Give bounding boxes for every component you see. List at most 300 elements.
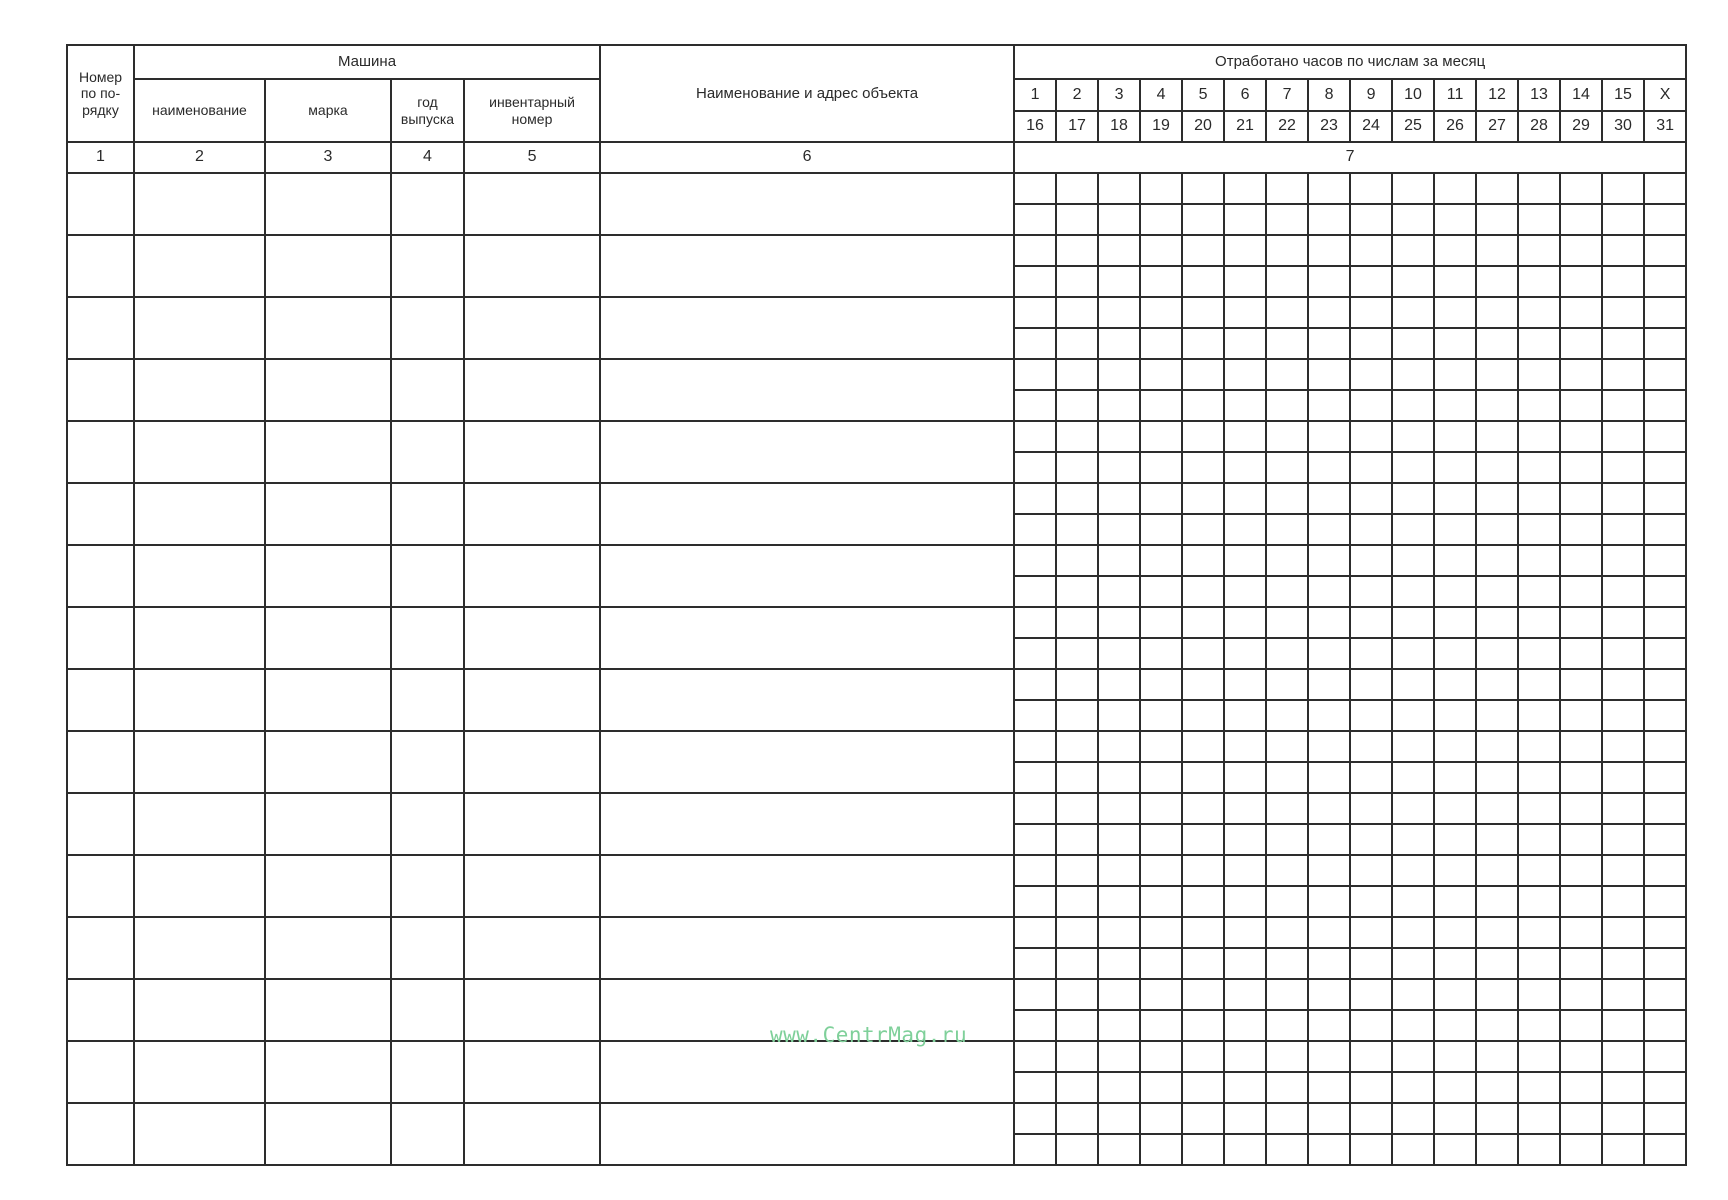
hours-cell[interactable] — [1014, 638, 1056, 669]
hours-cell[interactable] — [1392, 1041, 1434, 1072]
hours-cell[interactable] — [1056, 576, 1098, 607]
hours-cell[interactable] — [1644, 855, 1686, 886]
hours-cell[interactable] — [1140, 886, 1182, 917]
hours-cell[interactable] — [1014, 793, 1056, 824]
hours-cell[interactable] — [1644, 328, 1686, 359]
hours-cell[interactable] — [1602, 1134, 1644, 1165]
entry-machine-name-cell[interactable] — [134, 917, 265, 979]
hours-cell[interactable] — [1056, 328, 1098, 359]
entry-inventory-number-cell[interactable] — [464, 917, 600, 979]
hours-cell[interactable] — [1644, 173, 1686, 204]
hours-cell[interactable] — [1476, 421, 1518, 452]
hours-cell[interactable] — [1602, 762, 1644, 793]
hours-cell[interactable] — [1560, 452, 1602, 483]
hours-cell[interactable] — [1518, 235, 1560, 266]
hours-cell[interactable] — [1098, 204, 1140, 235]
entry-object-address-cell[interactable] — [600, 855, 1014, 917]
entry-object-address-cell[interactable] — [600, 731, 1014, 793]
hours-cell[interactable] — [1308, 793, 1350, 824]
hours-cell[interactable] — [1140, 607, 1182, 638]
hours-cell[interactable] — [1560, 204, 1602, 235]
hours-cell[interactable] — [1014, 979, 1056, 1010]
hours-cell[interactable] — [1140, 421, 1182, 452]
hours-cell[interactable] — [1434, 979, 1476, 1010]
hours-cell[interactable] — [1476, 1010, 1518, 1041]
hours-cell[interactable] — [1224, 886, 1266, 917]
hours-cell[interactable] — [1140, 979, 1182, 1010]
hours-cell[interactable] — [1350, 855, 1392, 886]
hours-cell[interactable] — [1644, 514, 1686, 545]
hours-cell[interactable] — [1392, 638, 1434, 669]
hours-cell[interactable] — [1308, 1010, 1350, 1041]
hours-cell[interactable] — [1434, 824, 1476, 855]
hours-cell[interactable] — [1560, 483, 1602, 514]
entry-inventory-number-cell[interactable] — [464, 359, 600, 421]
entry-row-number-cell[interactable] — [67, 483, 134, 545]
hours-cell[interactable] — [1518, 762, 1560, 793]
hours-cell[interactable] — [1518, 1010, 1560, 1041]
hours-cell[interactable] — [1266, 1010, 1308, 1041]
hours-cell[interactable] — [1350, 421, 1392, 452]
entry-inventory-number-cell[interactable] — [464, 669, 600, 731]
hours-cell[interactable] — [1056, 1010, 1098, 1041]
hours-cell[interactable] — [1098, 235, 1140, 266]
hours-cell[interactable] — [1098, 297, 1140, 328]
hours-cell[interactable] — [1518, 328, 1560, 359]
hours-cell[interactable] — [1476, 204, 1518, 235]
hours-cell[interactable] — [1518, 886, 1560, 917]
hours-cell[interactable] — [1224, 762, 1266, 793]
hours-cell[interactable] — [1266, 483, 1308, 514]
hours-cell[interactable] — [1056, 917, 1098, 948]
entry-inventory-number-cell[interactable] — [464, 483, 600, 545]
hours-cell[interactable] — [1098, 607, 1140, 638]
hours-cell[interactable] — [1518, 1134, 1560, 1165]
hours-cell[interactable] — [1560, 1041, 1602, 1072]
entry-machine-year-cell[interactable] — [391, 1041, 464, 1103]
hours-cell[interactable] — [1434, 1041, 1476, 1072]
hours-cell[interactable] — [1602, 855, 1644, 886]
hours-cell[interactable] — [1602, 421, 1644, 452]
hours-cell[interactable] — [1182, 1072, 1224, 1103]
hours-cell[interactable] — [1308, 917, 1350, 948]
hours-cell[interactable] — [1434, 545, 1476, 576]
hours-cell[interactable] — [1518, 545, 1560, 576]
hours-cell[interactable] — [1140, 483, 1182, 514]
hours-cell[interactable] — [1560, 607, 1602, 638]
hours-cell[interactable] — [1434, 452, 1476, 483]
hours-cell[interactable] — [1182, 1041, 1224, 1072]
hours-cell[interactable] — [1140, 204, 1182, 235]
entry-inventory-number-cell[interactable] — [464, 545, 600, 607]
entry-machine-name-cell[interactable] — [134, 1103, 265, 1165]
entry-machine-name-cell[interactable] — [134, 731, 265, 793]
hours-cell[interactable] — [1602, 514, 1644, 545]
hours-cell[interactable] — [1602, 607, 1644, 638]
hours-cell[interactable] — [1014, 452, 1056, 483]
hours-cell[interactable] — [1434, 1103, 1476, 1134]
hours-cell[interactable] — [1056, 607, 1098, 638]
hours-cell[interactable] — [1014, 576, 1056, 607]
hours-cell[interactable] — [1014, 545, 1056, 576]
hours-cell[interactable] — [1014, 1103, 1056, 1134]
hours-cell[interactable] — [1644, 607, 1686, 638]
hours-cell[interactable] — [1056, 669, 1098, 700]
hours-cell[interactable] — [1056, 886, 1098, 917]
hours-cell[interactable] — [1518, 173, 1560, 204]
hours-cell[interactable] — [1308, 1134, 1350, 1165]
hours-cell[interactable] — [1224, 824, 1266, 855]
hours-cell[interactable] — [1476, 762, 1518, 793]
hours-cell[interactable] — [1518, 638, 1560, 669]
hours-cell[interactable] — [1056, 824, 1098, 855]
hours-cell[interactable] — [1434, 328, 1476, 359]
hours-cell[interactable] — [1014, 359, 1056, 390]
hours-cell[interactable] — [1014, 421, 1056, 452]
hours-cell[interactable] — [1308, 235, 1350, 266]
hours-cell[interactable] — [1518, 793, 1560, 824]
hours-cell[interactable] — [1140, 669, 1182, 700]
hours-cell[interactable] — [1308, 824, 1350, 855]
hours-cell[interactable] — [1392, 266, 1434, 297]
hours-cell[interactable] — [1392, 576, 1434, 607]
hours-cell[interactable] — [1140, 390, 1182, 421]
hours-cell[interactable] — [1560, 421, 1602, 452]
hours-cell[interactable] — [1644, 824, 1686, 855]
entry-machine-brand-cell[interactable] — [265, 731, 391, 793]
entry-inventory-number-cell[interactable] — [464, 1103, 600, 1165]
hours-cell[interactable] — [1434, 762, 1476, 793]
hours-cell[interactable] — [1434, 793, 1476, 824]
hours-cell[interactable] — [1350, 297, 1392, 328]
hours-cell[interactable] — [1476, 979, 1518, 1010]
hours-cell[interactable] — [1266, 700, 1308, 731]
entry-inventory-number-cell[interactable] — [464, 421, 600, 483]
hours-cell[interactable] — [1266, 638, 1308, 669]
hours-cell[interactable] — [1056, 173, 1098, 204]
hours-cell[interactable] — [1350, 824, 1392, 855]
hours-cell[interactable] — [1140, 1010, 1182, 1041]
hours-cell[interactable] — [1560, 1134, 1602, 1165]
hours-cell[interactable] — [1224, 452, 1266, 483]
hours-cell[interactable] — [1560, 235, 1602, 266]
hours-cell[interactable] — [1224, 235, 1266, 266]
hours-cell[interactable] — [1644, 1134, 1686, 1165]
hours-cell[interactable] — [1350, 607, 1392, 638]
hours-cell[interactable] — [1308, 421, 1350, 452]
entry-machine-name-cell[interactable] — [134, 359, 265, 421]
hours-cell[interactable] — [1266, 328, 1308, 359]
hours-cell[interactable] — [1350, 328, 1392, 359]
hours-cell[interactable] — [1098, 979, 1140, 1010]
hours-cell[interactable] — [1014, 390, 1056, 421]
hours-cell[interactable] — [1434, 886, 1476, 917]
entry-inventory-number-cell[interactable] — [464, 855, 600, 917]
hours-cell[interactable] — [1224, 700, 1266, 731]
hours-cell[interactable] — [1392, 545, 1434, 576]
hours-cell[interactable] — [1266, 359, 1308, 390]
entry-machine-brand-cell[interactable] — [265, 793, 391, 855]
hours-cell[interactable] — [1266, 421, 1308, 452]
entry-row-number-cell[interactable] — [67, 359, 134, 421]
hours-cell[interactable] — [1224, 917, 1266, 948]
entry-machine-brand-cell[interactable] — [265, 545, 391, 607]
hours-cell[interactable] — [1434, 576, 1476, 607]
hours-cell[interactable] — [1098, 793, 1140, 824]
hours-cell[interactable] — [1476, 1041, 1518, 1072]
entry-machine-brand-cell[interactable] — [265, 297, 391, 359]
hours-cell[interactable] — [1350, 1103, 1392, 1134]
hours-cell[interactable] — [1224, 638, 1266, 669]
hours-cell[interactable] — [1434, 731, 1476, 762]
hours-cell[interactable] — [1476, 638, 1518, 669]
hours-cell[interactable] — [1350, 948, 1392, 979]
hours-cell[interactable] — [1308, 607, 1350, 638]
hours-cell[interactable] — [1350, 917, 1392, 948]
hours-cell[interactable] — [1182, 731, 1224, 762]
entry-machine-brand-cell[interactable] — [265, 1041, 391, 1103]
hours-cell[interactable] — [1308, 638, 1350, 669]
hours-cell[interactable] — [1098, 669, 1140, 700]
entry-machine-year-cell[interactable] — [391, 979, 464, 1041]
hours-cell[interactable] — [1056, 514, 1098, 545]
hours-cell[interactable] — [1602, 731, 1644, 762]
entry-machine-year-cell[interactable] — [391, 235, 464, 297]
hours-cell[interactable] — [1602, 917, 1644, 948]
hours-cell[interactable] — [1308, 483, 1350, 514]
hours-cell[interactable] — [1014, 886, 1056, 917]
hours-cell[interactable] — [1014, 204, 1056, 235]
hours-cell[interactable] — [1560, 266, 1602, 297]
hours-cell[interactable] — [1350, 483, 1392, 514]
hours-cell[interactable] — [1392, 731, 1434, 762]
entry-machine-name-cell[interactable] — [134, 297, 265, 359]
hours-cell[interactable] — [1014, 266, 1056, 297]
hours-cell[interactable] — [1224, 948, 1266, 979]
entry-machine-brand-cell[interactable] — [265, 359, 391, 421]
hours-cell[interactable] — [1182, 638, 1224, 669]
hours-cell[interactable] — [1140, 793, 1182, 824]
hours-cell[interactable] — [1098, 1041, 1140, 1072]
entry-machine-brand-cell[interactable] — [265, 421, 391, 483]
hours-cell[interactable] — [1560, 762, 1602, 793]
hours-cell[interactable] — [1518, 297, 1560, 328]
hours-cell[interactable] — [1224, 1072, 1266, 1103]
hours-cell[interactable] — [1098, 731, 1140, 762]
hours-cell[interactable] — [1308, 514, 1350, 545]
entry-machine-year-cell[interactable] — [391, 669, 464, 731]
hours-cell[interactable] — [1266, 607, 1308, 638]
hours-cell[interactable] — [1098, 855, 1140, 886]
hours-cell[interactable] — [1644, 948, 1686, 979]
hours-cell[interactable] — [1266, 1103, 1308, 1134]
hours-cell[interactable] — [1392, 669, 1434, 700]
hours-cell[interactable] — [1392, 824, 1434, 855]
hours-cell[interactable] — [1602, 979, 1644, 1010]
hours-cell[interactable] — [1560, 173, 1602, 204]
hours-cell[interactable] — [1434, 855, 1476, 886]
hours-cell[interactable] — [1350, 173, 1392, 204]
entry-row-number-cell[interactable] — [67, 235, 134, 297]
hours-cell[interactable] — [1224, 545, 1266, 576]
hours-cell[interactable] — [1392, 762, 1434, 793]
hours-cell[interactable] — [1014, 235, 1056, 266]
entry-object-address-cell[interactable] — [600, 421, 1014, 483]
hours-cell[interactable] — [1560, 917, 1602, 948]
hours-cell[interactable] — [1182, 297, 1224, 328]
hours-cell[interactable] — [1140, 700, 1182, 731]
hours-cell[interactable] — [1434, 204, 1476, 235]
hours-cell[interactable] — [1098, 700, 1140, 731]
hours-cell[interactable] — [1644, 359, 1686, 390]
entry-inventory-number-cell[interactable] — [464, 731, 600, 793]
hours-cell[interactable] — [1098, 762, 1140, 793]
hours-cell[interactable] — [1518, 824, 1560, 855]
hours-cell[interactable] — [1014, 1041, 1056, 1072]
hours-cell[interactable] — [1392, 328, 1434, 359]
hours-cell[interactable] — [1350, 700, 1392, 731]
hours-cell[interactable] — [1056, 545, 1098, 576]
hours-cell[interactable] — [1560, 359, 1602, 390]
hours-cell[interactable] — [1140, 948, 1182, 979]
hours-cell[interactable] — [1602, 1072, 1644, 1103]
hours-cell[interactable] — [1056, 948, 1098, 979]
hours-cell[interactable] — [1392, 173, 1434, 204]
hours-cell[interactable] — [1098, 390, 1140, 421]
hours-cell[interactable] — [1056, 762, 1098, 793]
hours-cell[interactable] — [1266, 173, 1308, 204]
hours-cell[interactable] — [1434, 421, 1476, 452]
hours-cell[interactable] — [1602, 390, 1644, 421]
entry-inventory-number-cell[interactable] — [464, 297, 600, 359]
hours-cell[interactable] — [1350, 452, 1392, 483]
hours-cell[interactable] — [1140, 762, 1182, 793]
hours-cell[interactable] — [1056, 390, 1098, 421]
hours-cell[interactable] — [1518, 948, 1560, 979]
entry-object-address-cell[interactable] — [600, 917, 1014, 979]
hours-cell[interactable] — [1644, 979, 1686, 1010]
hours-cell[interactable] — [1350, 576, 1392, 607]
hours-cell[interactable] — [1602, 266, 1644, 297]
hours-cell[interactable] — [1644, 731, 1686, 762]
entry-machine-name-cell[interactable] — [134, 979, 265, 1041]
entry-object-address-cell[interactable] — [600, 483, 1014, 545]
hours-cell[interactable] — [1056, 452, 1098, 483]
entry-inventory-number-cell[interactable] — [464, 235, 600, 297]
hours-cell[interactable] — [1056, 855, 1098, 886]
hours-cell[interactable] — [1392, 235, 1434, 266]
hours-cell[interactable] — [1602, 483, 1644, 514]
hours-cell[interactable] — [1056, 297, 1098, 328]
hours-cell[interactable] — [1434, 235, 1476, 266]
hours-cell[interactable] — [1602, 576, 1644, 607]
entry-machine-year-cell[interactable] — [391, 731, 464, 793]
hours-cell[interactable] — [1182, 762, 1224, 793]
hours-cell[interactable] — [1014, 669, 1056, 700]
hours-cell[interactable] — [1266, 514, 1308, 545]
entry-row-number-cell[interactable] — [67, 917, 134, 979]
hours-cell[interactable] — [1182, 204, 1224, 235]
hours-cell[interactable] — [1350, 266, 1392, 297]
hours-cell[interactable] — [1140, 235, 1182, 266]
hours-cell[interactable] — [1350, 1010, 1392, 1041]
hours-cell[interactable] — [1056, 1041, 1098, 1072]
hours-cell[interactable] — [1644, 669, 1686, 700]
hours-cell[interactable] — [1518, 514, 1560, 545]
hours-cell[interactable] — [1098, 1103, 1140, 1134]
hours-cell[interactable] — [1308, 328, 1350, 359]
hours-cell[interactable] — [1560, 514, 1602, 545]
hours-cell[interactable] — [1602, 1041, 1644, 1072]
hours-cell[interactable] — [1266, 1072, 1308, 1103]
entry-machine-brand-cell[interactable] — [265, 235, 391, 297]
hours-cell[interactable] — [1350, 1134, 1392, 1165]
hours-cell[interactable] — [1434, 266, 1476, 297]
hours-cell[interactable] — [1098, 359, 1140, 390]
entry-object-address-cell[interactable] — [600, 297, 1014, 359]
hours-cell[interactable] — [1476, 359, 1518, 390]
hours-cell[interactable] — [1182, 793, 1224, 824]
hours-cell[interactable] — [1014, 917, 1056, 948]
hours-cell[interactable] — [1014, 328, 1056, 359]
hours-cell[interactable] — [1182, 390, 1224, 421]
hours-cell[interactable] — [1644, 1041, 1686, 1072]
hours-cell[interactable] — [1434, 359, 1476, 390]
hours-cell[interactable] — [1266, 886, 1308, 917]
entry-machine-year-cell[interactable] — [391, 421, 464, 483]
entry-machine-name-cell[interactable] — [134, 607, 265, 669]
hours-cell[interactable] — [1392, 483, 1434, 514]
hours-cell[interactable] — [1602, 452, 1644, 483]
hours-cell[interactable] — [1140, 824, 1182, 855]
hours-cell[interactable] — [1518, 452, 1560, 483]
hours-cell[interactable] — [1392, 1010, 1434, 1041]
hours-cell[interactable] — [1392, 1072, 1434, 1103]
hours-cell[interactable] — [1308, 266, 1350, 297]
entry-row-number-cell[interactable] — [67, 855, 134, 917]
hours-cell[interactable] — [1350, 545, 1392, 576]
hours-cell[interactable] — [1224, 173, 1266, 204]
hours-cell[interactable] — [1014, 762, 1056, 793]
hours-cell[interactable] — [1056, 1103, 1098, 1134]
hours-cell[interactable] — [1266, 1134, 1308, 1165]
hours-cell[interactable] — [1224, 390, 1266, 421]
entry-object-address-cell[interactable] — [600, 793, 1014, 855]
hours-cell[interactable] — [1476, 731, 1518, 762]
entry-machine-name-cell[interactable] — [134, 235, 265, 297]
hours-cell[interactable] — [1392, 886, 1434, 917]
hours-cell[interactable] — [1602, 669, 1644, 700]
hours-cell[interactable] — [1014, 514, 1056, 545]
hours-cell[interactable] — [1224, 979, 1266, 1010]
hours-cell[interactable] — [1140, 731, 1182, 762]
entry-machine-name-cell[interactable] — [134, 545, 265, 607]
hours-cell[interactable] — [1476, 669, 1518, 700]
hours-cell[interactable] — [1602, 173, 1644, 204]
entry-row-number-cell[interactable] — [67, 173, 134, 235]
hours-cell[interactable] — [1602, 328, 1644, 359]
hours-cell[interactable] — [1476, 483, 1518, 514]
hours-cell[interactable] — [1602, 1103, 1644, 1134]
hours-cell[interactable] — [1014, 1134, 1056, 1165]
hours-cell[interactable] — [1308, 762, 1350, 793]
entry-machine-brand-cell[interactable] — [265, 607, 391, 669]
hours-cell[interactable] — [1266, 824, 1308, 855]
hours-cell[interactable] — [1644, 452, 1686, 483]
hours-cell[interactable] — [1098, 638, 1140, 669]
hours-cell[interactable] — [1056, 1134, 1098, 1165]
hours-cell[interactable] — [1350, 886, 1392, 917]
